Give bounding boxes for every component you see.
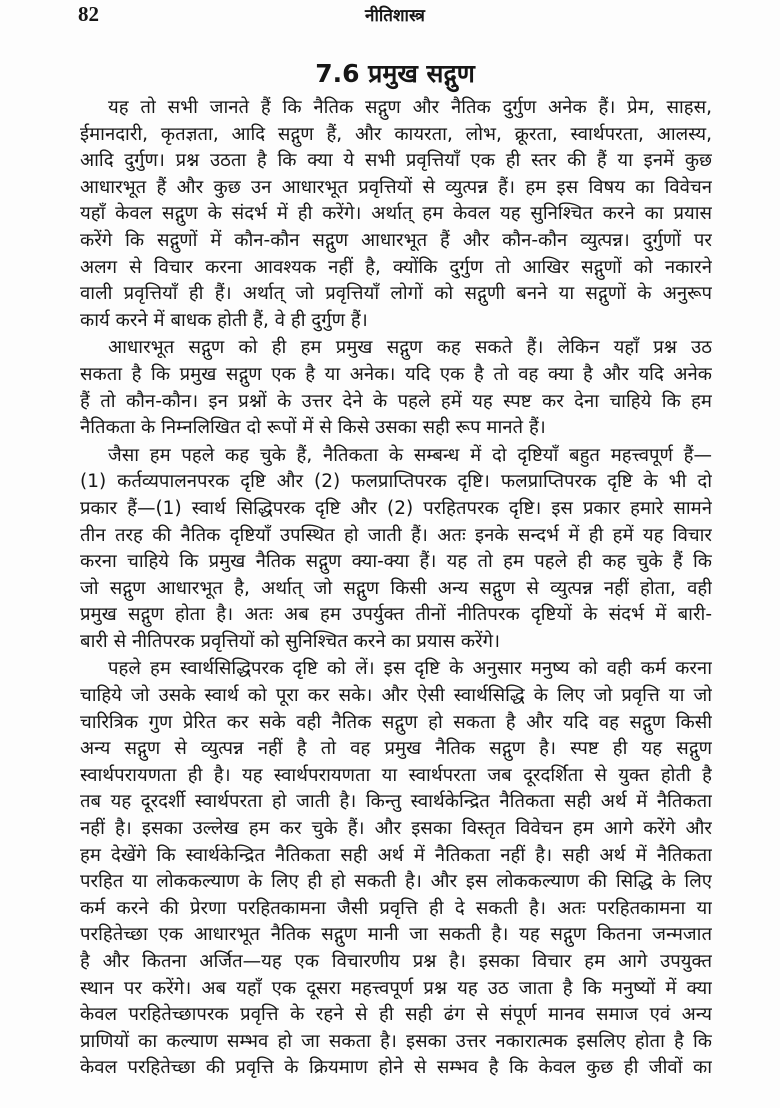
text-line: आदि दुर्गुण। प्रश्न उठता है कि क्या ये सभी प्रवृत्तियाँ एक ही स्तर की हैं या इनमें कुछ (80, 150, 712, 172)
text-line: अलग से विचार करना आवश्यक नहीं है, क्योंकि दुर्गुण तो आखिर सद्गुणों को नकारने (80, 256, 712, 278)
running-title: नीतिशास्त्र (365, 6, 425, 26)
text-line: परहित या लोककल्याण के लिए ही हो सकती है। और इस लोककल्याण की सिद्धि के लिए (80, 871, 712, 893)
text-line: हम देखेंगे कि स्वार्थकेन्द्रित नैतिकता सही अर्थ में नैतिकता नहीं है। सही अर्थ में नैतिकता (80, 844, 712, 866)
paragraph (80, 335, 712, 441)
text-line: कार्य करने में बाधक होती हैं, वे ही दुर्गुण हैं। (80, 309, 368, 331)
text-line: तब यह दूरदर्शी स्वार्थपरता हो जाती है। किन्तु स्वार्थकेन्द्रित नैतिकता सही अर्थ में नैतिकता (80, 791, 712, 813)
text-line: यहाँ केवल सद्गुण के संदर्भ में ही करेंगे। अर्थात् हम केवल यह सुनिश्चित करने का प्रयास (80, 203, 712, 225)
paragraph (80, 443, 712, 656)
text-line: है और कितना अर्जित—यह एक विचारणीय प्रश्न है। इसका विचार हम आगे उपयुक्त (80, 951, 712, 972)
text-line: हैं तो कौन-कौन। इन प्रश्नों के उत्तर देने के पहले हमें यह स्पष्ट कर देना चाहिये कि हम (80, 390, 712, 412)
text-line: नैतिकता के निम्नलिखित दो रूपों में से किसे उसका सही रूप मानते हैं। (80, 417, 546, 439)
text-line: आधारभूत सद्गुण को ही हम प्रमुख सद्गुण कह सकते हैं। लेकिन यहाँ प्रश्न उठ (108, 337, 712, 359)
text-line: करेंगे कि सद्गुणों में कौन-कौन सद्गुण आधारभूत हैं और कौन-कौन व्युत्पन्न। दुर्गुणों पर (80, 229, 712, 251)
text-line: चारित्रिक गुण प्रेरित कर सके वही नैतिक सद्गुण हो सकता है और यदि वह सद्गुण किसी (80, 711, 712, 733)
text-line: ईमानदारी, कृतज्ञता, आदि सद्गुण हैं, और कायरता, लोभ, क्रूरता, स्वार्थपरता, आलस्य, (80, 123, 712, 145)
text-line: कर्म करने की प्रेरणा परहितकामना जैसी प्रवृत्ति ही दे सकती है। अतः परहितकामना या (80, 897, 712, 919)
text-line: जैसा हम पहले कह चुके हैं, नैतिकता के सम्बन्ध में दो दृष्टियाँ बहुत महत्त्वपूर्ण हैं— (108, 444, 712, 466)
text-line: परहितेच्छा एक आधारभूत नैतिक सद्गुण मानी जा सकती है। यह सद्गुण कितना जन्मजात (80, 924, 712, 946)
paragraph (80, 95, 712, 334)
text-line: यह तो सभी जानते हैं कि नैतिक सद्गुण और नैतिक दुर्गुण अनेक हैं। प्रेम, साहस, (108, 97, 712, 118)
text-line: स्थान पर करेंगे। अब यहाँ एक दूसरा महत्त्वपूर्ण प्रश्न यह उठ जाता है कि मनुष्यों में क्या (80, 977, 712, 999)
text-line: प्रमुख सद्गुण होता है। अतः अब हम उपर्युक्त तीनों नीतिपरक दृष्टियों के संदर्भ में बारी- (80, 604, 712, 626)
text-line: नहीं है। इसका उल्लेख हम कर चुके हैं। और इसका विस्तृत विवेचन हम आगे करेंगे और (80, 818, 712, 840)
paragraph (80, 656, 712, 1082)
text-line: तीन तरह की नैतिक दृष्टियाँ उपस्थित हो जाती हैं। अतः इनके सन्दर्भ में ही हमें यह विचार (80, 524, 712, 546)
section-title: 7.6 प्रमुख सद्गुण (315, 59, 475, 88)
text-line: पहले हम स्वार्थसिद्धिपरक दृष्टि को लें। इस दृष्टि के अनुसार मनुष्य को वही कर्म करना (108, 658, 712, 680)
text-line: जो सद्गुण आधारभूत है, अर्थात् जो सद्गुण किसी अन्य सद्गुण से व्युत्पन्न नहीं होता, वही (80, 577, 712, 599)
text-line: केवल परहितेच्छापरक प्रवृत्ति के रहने से ही सही ढंग से संपूर्ण मानव समाज एवं अन्य (80, 1004, 712, 1026)
text-line: अन्य सद्गुण से व्युत्पन्न नहीं है तो वह प्रमुख नैतिक सद्गुण है। स्पष्ट ही यह सद्गुण (80, 738, 712, 760)
text-line: चाहिये जो उसके स्वार्थ को पूरा कर सके। और ऐसी स्वार्थसिद्धि के लिए जो प्रवृत्ति या जो (80, 685, 712, 707)
text-line: प्राणियों का कल्याण सम्भव हो जा सकता है। इसका उत्तर नकारात्मक इसलिए होता है कि (80, 1030, 712, 1052)
body-text (80, 95, 712, 1083)
text-line: स्वार्थपरायणता ही है। यह स्वार्थपरायणता या स्वार्थपरता जब दूरदर्शिता से युक्त होती है (80, 764, 712, 786)
text-line: करना चाहिये कि प्रमुख नैतिक सद्गुण क्या-क्या हैं। यह तो हम पहले ही कह चुके हैं कि (80, 551, 712, 573)
text-line: केवल परहितेच्छा की प्रवृत्ति के क्रियमाण होने से सम्भव है कि केवल कुछ ही जीवों का (80, 1057, 712, 1079)
text-line: वाली प्रवृत्तियाँ ही हैं। अर्थात् जो प्रवृत्तियाँ लोगों को सद्गुणी बनने या सद्गुणों के अनुरूप (80, 283, 712, 305)
text-line: आधारभूत हैं और कुछ उन आधारभूत प्रवृत्तियों से व्युत्पन्न हैं। हम इस विषय का विवेचन (80, 176, 712, 198)
text-line: प्रकार हैं—(1) स्वार्थ सिद्धिपरक दृष्टि और (2) परहितपरक दृष्टि। इस प्रकार हमारे सामने (80, 497, 712, 519)
text-line: (1) कर्तव्यपालनपरक दृष्टि और (2) फलप्राप्तिपरक दृष्टि। फलप्राप्तिपरक दृष्टि के भी दो (80, 471, 712, 493)
page-number: 82 (78, 2, 99, 26)
text-line: सकता है कि प्रमुख सद्गुण एक है या अनेक। यदि एक है तो वह क्या है और यदि अनेक (80, 363, 712, 385)
text-line: बारी से नीतिपरक प्रवृत्तियों को सुनिश्चित करने का प्रयास करेंगे। (80, 630, 501, 652)
